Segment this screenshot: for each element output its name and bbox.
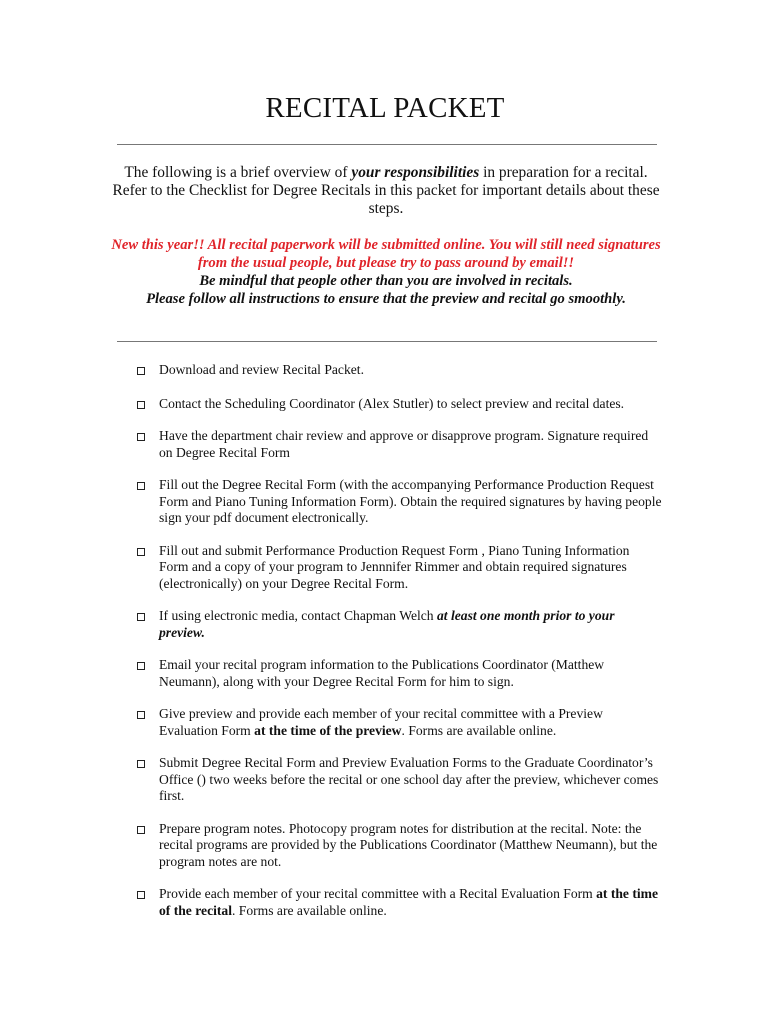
- checkbox-icon[interactable]: [137, 367, 145, 375]
- checkbox-icon[interactable]: [137, 613, 145, 621]
- checklist-item-text: Download and review Recital Packet.: [159, 362, 364, 377]
- checkbox-icon[interactable]: [137, 711, 145, 719]
- checklist-item-text: Have the department chair review and approve or disapprove program. Signature required on Degree Recital Form: [159, 428, 649, 460]
- page-title: RECITAL PACKET: [265, 92, 505, 124]
- checklist-item-text: Fill out the Degree Recital Form (with the accompanying Performance Production Request Form and Piano Tuning Information Form). Obtain the required signatures by having people sign your pdf document electronically.: [159, 477, 662, 525]
- checklist-item-text: Email your recital program information to the Publications Coordinator (Matthew Neumann), along with your Degree Recital Form for him to sign.: [159, 657, 605, 689]
- checklist-item-text: Contact the Scheduling Coordinator (Alex Stutler) to select preview and recital dates.: [159, 395, 625, 411]
- top-divider: [117, 144, 657, 145]
- checkbox-icon[interactable]: [137, 482, 145, 490]
- section-divider: [117, 341, 657, 342]
- checkbox-icon[interactable]: [137, 662, 145, 670]
- notice-be-mindful: Be mindful that people other than you are involved in recitals.: [199, 273, 573, 289]
- checklist-item: [132, 821, 662, 871]
- checklist-item-emphasis: at the time of the recital: [159, 886, 659, 918]
- intro-emphasis: your responsibilities: [351, 164, 480, 181]
- intro-paragraph: [108, 164, 664, 218]
- checklist-item-text: Prepare program notes. Photocopy program notes for distribution at the recital. Note: the recital programs are provided by the Publications Coordinator (Matthew Neumann), but the program notes are not.: [159, 820, 658, 869]
- checkbox-icon[interactable]: [137, 548, 145, 556]
- checklist-item-text: Provide each member of your recital committee with a Recital Evaluation Form: [159, 886, 597, 901]
- checklist-item-text: Give preview and provide each member of your recital committee with a Preview Evaluation Form: [159, 706, 603, 738]
- checklist-item-text-end: . Forms are available online.: [231, 902, 387, 918]
- checkbox-icon[interactable]: [137, 433, 145, 441]
- checklist-item: [132, 608, 662, 641]
- checklist-item: [132, 543, 662, 593]
- checklist-item: [132, 706, 662, 739]
- notice-new-this-year: New this year!! All recital paperwork will be submitted online. You will still need signatures from the usual people, but please try to pass around by email!!: [111, 237, 661, 271]
- checklist-item-text: Submit Degree Recital Form and Preview Evaluation Forms to the Graduate Coordinator’s Office () two weeks before the recital or one school day after the preview, whichever comes first.: [159, 755, 659, 803]
- checklist-item: [132, 886, 662, 919]
- checklist-item-text: If using electronic media, contact Chapman Welch: [159, 608, 437, 623]
- notice-block: [108, 236, 664, 308]
- checklist-item-emphasis: at the time of the preview: [254, 722, 402, 738]
- checklist: [132, 362, 662, 919]
- checklist-item-emphasis: at least one month prior to your preview.: [159, 608, 615, 640]
- checklist-item-text: Fill out and submit Performance Production Request Form , Piano Tuning Information Form and a copy of your program to Jennnifer Rimmer and obtain required signatures (electronically) on your Degree Recital Form.: [159, 542, 630, 591]
- intro-text-end: in preparation for a recital. Refer to the Checklist for Degree Recitals in this packet for important details about these steps.: [112, 164, 660, 217]
- checklist-item: [132, 396, 662, 413]
- checklist-item: [132, 657, 662, 690]
- checkbox-icon[interactable]: [137, 891, 145, 899]
- checkbox-icon[interactable]: [137, 401, 145, 409]
- checklist-item: [132, 755, 662, 805]
- intro-text-start: The following is a brief overview of: [124, 164, 352, 181]
- checklist-item-text-end: . Forms are available online.: [401, 722, 557, 738]
- checklist-item: [132, 477, 662, 527]
- notice-follow-instructions: Please follow all instructions to ensure that the preview and recital go smoothly.: [146, 291, 626, 307]
- checkbox-icon[interactable]: [137, 826, 145, 834]
- checklist-item: [132, 362, 662, 379]
- checklist-item: [132, 428, 662, 461]
- checkbox-icon[interactable]: [137, 760, 145, 768]
